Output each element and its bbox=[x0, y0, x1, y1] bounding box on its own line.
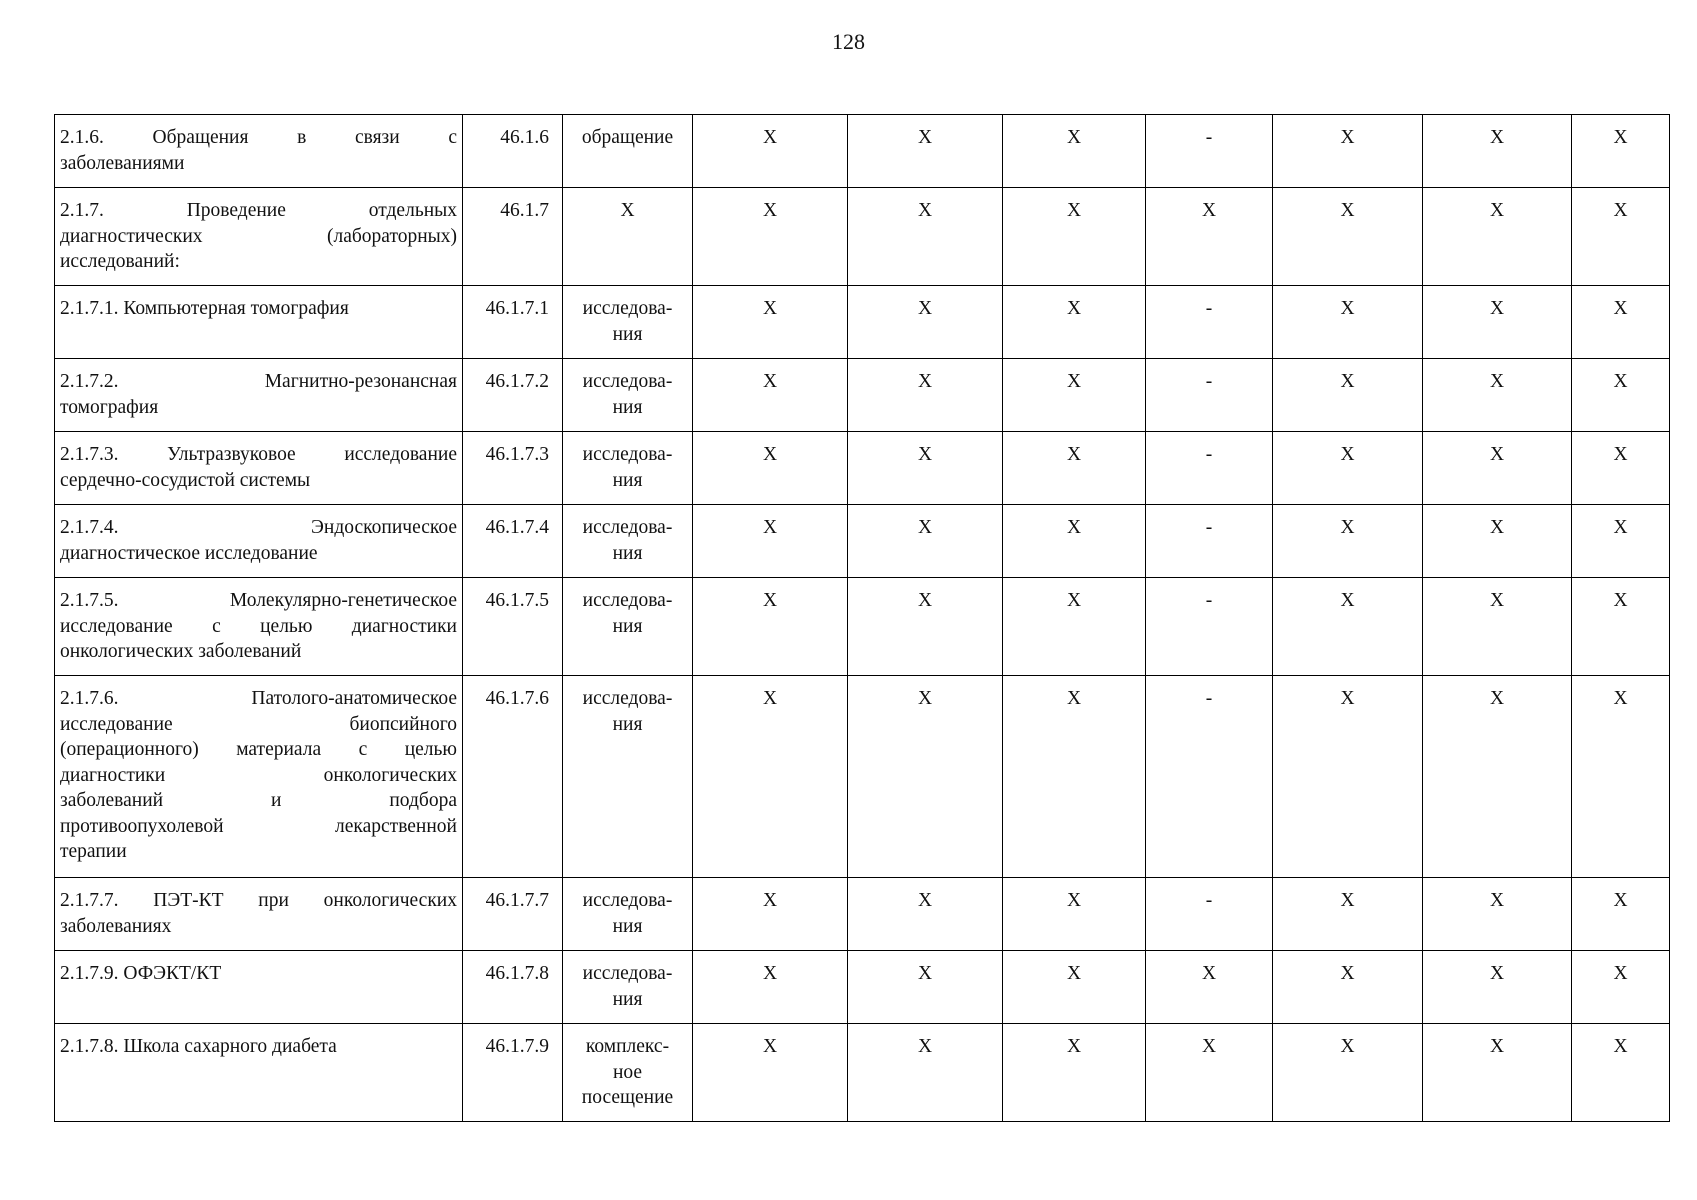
table-row bbox=[55, 432, 1670, 505]
mark-cell: X bbox=[1273, 578, 1423, 676]
row-unit-cell bbox=[563, 578, 693, 676]
row-unit-cell bbox=[563, 951, 693, 1024]
mark-cell: X bbox=[693, 951, 848, 1024]
row-name-line: 2.1.7.8. Школа сахарного диабета bbox=[60, 1036, 337, 1057]
table-row bbox=[55, 676, 1670, 878]
row-name-cell bbox=[55, 1024, 463, 1122]
mark-cell: X bbox=[693, 1024, 848, 1122]
row-unit-line: ния bbox=[612, 396, 643, 418]
table-row bbox=[55, 1024, 1670, 1122]
row-name-line: 2.1.7.9. ОФЭКТ/КТ bbox=[60, 963, 222, 984]
table-row bbox=[55, 115, 1670, 188]
row-code-cell: 46.1.7.2 bbox=[463, 359, 563, 432]
mark-cell: X bbox=[1003, 1024, 1146, 1122]
mark-cell: X bbox=[1273, 359, 1423, 432]
mark-cell: X bbox=[1423, 115, 1572, 188]
row-unit-line: исследова- bbox=[582, 444, 673, 465]
mark-cell: X bbox=[848, 951, 1003, 1024]
row-name-line: исследование биопсийного bbox=[60, 713, 457, 735]
mark-cell: X bbox=[1423, 188, 1572, 286]
mark-cell: X bbox=[693, 188, 848, 286]
mark-cell: X bbox=[848, 1024, 1003, 1122]
row-unit-line: ния bbox=[612, 915, 643, 937]
table-row bbox=[55, 505, 1670, 578]
mark-cell: - bbox=[1146, 115, 1273, 188]
row-unit-line: исследова- bbox=[582, 963, 673, 984]
row-name-cell bbox=[55, 676, 463, 878]
mark-cell: X bbox=[693, 578, 848, 676]
row-unit-line: исследова- bbox=[582, 517, 673, 538]
mark-cell: X bbox=[1003, 432, 1146, 505]
mark-cell: X bbox=[1273, 188, 1423, 286]
mark-cell: X bbox=[1423, 878, 1572, 951]
table-row bbox=[55, 359, 1670, 432]
row-name-cell bbox=[55, 505, 463, 578]
mark-cell: X bbox=[1273, 115, 1423, 188]
row-unit-line: ния bbox=[612, 615, 643, 637]
row-unit-cell bbox=[563, 878, 693, 951]
row-name-line: 2.1.7. Проведение отдельных bbox=[60, 200, 457, 221]
row-name-cell bbox=[55, 578, 463, 676]
row-unit-line: ния bbox=[612, 713, 643, 735]
mark-cell: X bbox=[1273, 951, 1423, 1024]
page-number: 128 bbox=[832, 29, 865, 54]
row-code-cell: 46.1.7.3 bbox=[463, 432, 563, 505]
indicators-table bbox=[54, 114, 1670, 1122]
row-name-line: противоопухолевой лекарственной bbox=[60, 815, 457, 837]
row-name-line: диагностическое исследование bbox=[60, 542, 318, 564]
mark-cell: X bbox=[1572, 188, 1670, 286]
row-name-line: исследований: bbox=[60, 251, 180, 272]
mark-cell: X bbox=[1273, 505, 1423, 578]
mark-cell: X bbox=[1146, 188, 1273, 286]
mark-cell: X bbox=[848, 676, 1003, 878]
row-unit-cell bbox=[563, 676, 693, 878]
row-unit-line: X bbox=[620, 200, 635, 221]
row-unit-line: исследова- bbox=[582, 371, 673, 392]
row-unit-cell bbox=[563, 286, 693, 359]
mark-cell: X bbox=[1572, 359, 1670, 432]
row-unit-cell bbox=[563, 1024, 693, 1122]
mark-cell: X bbox=[1572, 1024, 1670, 1122]
mark-cell: X bbox=[1003, 951, 1146, 1024]
mark-cell: X bbox=[1423, 432, 1572, 505]
mark-cell: X bbox=[693, 432, 848, 505]
mark-cell: X bbox=[848, 432, 1003, 505]
mark-cell: X bbox=[1273, 432, 1423, 505]
mark-cell: - bbox=[1146, 286, 1273, 359]
row-code-cell: 46.1.7.1 bbox=[463, 286, 563, 359]
mark-cell: X bbox=[1273, 1024, 1423, 1122]
mark-cell: - bbox=[1146, 432, 1273, 505]
mark-cell: X bbox=[693, 286, 848, 359]
mark-cell: X bbox=[848, 578, 1003, 676]
row-unit-line: ния bbox=[612, 323, 643, 345]
mark-cell: - bbox=[1146, 878, 1273, 951]
row-name-line: 2.1.7.7. ПЭТ-КТ при онкологических bbox=[60, 890, 457, 911]
mark-cell: X bbox=[1273, 676, 1423, 878]
mark-cell: X bbox=[848, 359, 1003, 432]
row-name-line: 2.1.7.4. Эндоскопическое bbox=[60, 517, 457, 538]
row-code-cell: 46.1.7.6 bbox=[463, 676, 563, 878]
mark-cell: X bbox=[848, 188, 1003, 286]
mark-cell: X bbox=[1572, 432, 1670, 505]
row-name-cell bbox=[55, 359, 463, 432]
row-unit-cell bbox=[563, 115, 693, 188]
row-code-cell: 46.1.7.8 bbox=[463, 951, 563, 1024]
row-unit-line: ное bbox=[612, 1061, 643, 1083]
row-unit-cell bbox=[563, 188, 693, 286]
mark-cell: X bbox=[1423, 676, 1572, 878]
row-name-line: 2.1.7.3. Ультразвуковое исследование bbox=[60, 444, 457, 465]
row-unit-line: исследова- bbox=[582, 590, 673, 611]
table-row bbox=[55, 878, 1670, 951]
mark-cell: X bbox=[1572, 676, 1670, 878]
mark-cell: X bbox=[693, 505, 848, 578]
mark-cell: X bbox=[693, 359, 848, 432]
row-unit-cell bbox=[563, 359, 693, 432]
mark-cell: - bbox=[1146, 505, 1273, 578]
row-unit-line: исследова- bbox=[582, 890, 673, 911]
row-unit-line: посещение bbox=[581, 1087, 674, 1108]
row-unit-cell bbox=[563, 505, 693, 578]
row-name-line: исследование с целью диагностики bbox=[60, 615, 457, 637]
row-code-cell: 46.1.7.7 bbox=[463, 878, 563, 951]
mark-cell: X bbox=[1003, 505, 1146, 578]
row-name-line: 2.1.7.5. Молекулярно-генетическое bbox=[60, 590, 457, 611]
row-name-line: заболеваний и подбора bbox=[60, 790, 457, 811]
row-name-line: 2.1.7.2. Магнитно-резонансная bbox=[60, 371, 457, 392]
mark-cell: X bbox=[1423, 505, 1572, 578]
mark-cell: X bbox=[1423, 359, 1572, 432]
row-code-cell: 46.1.7.5 bbox=[463, 578, 563, 676]
row-name-line: заболеваниях bbox=[60, 915, 172, 937]
mark-cell: X bbox=[848, 505, 1003, 578]
row-name-cell bbox=[55, 878, 463, 951]
row-unit-line: ния bbox=[612, 469, 643, 491]
row-name-cell bbox=[55, 115, 463, 188]
row-name-line: 2.1.7.6. Патолого-анатомическое bbox=[60, 688, 457, 709]
row-name-line: диагностики онкологических bbox=[60, 764, 457, 786]
row-name-line: 2.1.6. Обращения в связи с bbox=[60, 127, 457, 148]
row-code-cell: 46.1.6 bbox=[463, 115, 563, 188]
mark-cell: X bbox=[1003, 286, 1146, 359]
row-code-cell: 46.1.7.9 bbox=[463, 1024, 563, 1122]
row-name-line: сердечно-сосудистой системы bbox=[60, 469, 311, 491]
row-unit-line: обращение bbox=[581, 127, 674, 148]
row-unit-line: комплекс- bbox=[585, 1036, 670, 1057]
row-unit-cell bbox=[563, 432, 693, 505]
table-row bbox=[55, 286, 1670, 359]
mark-cell: X bbox=[1003, 359, 1146, 432]
row-code-cell: 46.1.7.4 bbox=[463, 505, 563, 578]
row-name-cell bbox=[55, 432, 463, 505]
mark-cell: X bbox=[1572, 115, 1670, 188]
row-name-cell bbox=[55, 286, 463, 359]
mark-cell: X bbox=[1572, 578, 1670, 676]
row-name-cell bbox=[55, 188, 463, 286]
mark-cell: X bbox=[1423, 951, 1572, 1024]
row-unit-line: ния bbox=[612, 542, 643, 564]
mark-cell: X bbox=[1003, 188, 1146, 286]
row-unit-line: ния bbox=[612, 988, 643, 1010]
mark-cell: X bbox=[1273, 878, 1423, 951]
table-row bbox=[55, 578, 1670, 676]
mark-cell: X bbox=[1572, 286, 1670, 359]
row-name-line: заболеваниями bbox=[60, 152, 185, 174]
mark-cell: X bbox=[1003, 878, 1146, 951]
mark-cell: X bbox=[848, 878, 1003, 951]
mark-cell: X bbox=[693, 676, 848, 878]
mark-cell: X bbox=[1572, 878, 1670, 951]
mark-cell: X bbox=[1003, 115, 1146, 188]
mark-cell: X bbox=[693, 878, 848, 951]
mark-cell: X bbox=[848, 115, 1003, 188]
table-row bbox=[55, 188, 1670, 286]
mark-cell: X bbox=[1003, 676, 1146, 878]
row-name-line: терапии bbox=[60, 841, 127, 862]
mark-cell: X bbox=[1423, 578, 1572, 676]
row-unit-line: исследова- bbox=[582, 298, 673, 319]
row-name-line: (операционного) материала с целью bbox=[60, 739, 457, 760]
row-name-cell bbox=[55, 951, 463, 1024]
mark-cell: X bbox=[1423, 286, 1572, 359]
row-name-line: томография bbox=[60, 396, 159, 418]
mark-cell: X bbox=[1146, 951, 1273, 1024]
table-row bbox=[55, 951, 1670, 1024]
mark-cell: X bbox=[1146, 1024, 1273, 1122]
row-name-line: онкологических заболеваний bbox=[60, 641, 302, 662]
mark-cell: - bbox=[1146, 359, 1273, 432]
mark-cell: X bbox=[693, 115, 848, 188]
mark-cell: X bbox=[1423, 1024, 1572, 1122]
row-name-line: диагностических (лабораторных) bbox=[60, 225, 457, 247]
mark-cell: X bbox=[1003, 578, 1146, 676]
mark-cell: X bbox=[1273, 286, 1423, 359]
mark-cell: X bbox=[1572, 951, 1670, 1024]
mark-cell: - bbox=[1146, 676, 1273, 878]
mark-cell: - bbox=[1146, 578, 1273, 676]
table-body bbox=[55, 115, 1670, 1122]
row-name-line: 2.1.7.1. Компьютерная томография bbox=[60, 298, 349, 319]
row-code-cell: 46.1.7 bbox=[463, 188, 563, 286]
mark-cell: X bbox=[1572, 505, 1670, 578]
row-unit-line: исследова- bbox=[582, 688, 673, 709]
mark-cell: X bbox=[848, 286, 1003, 359]
